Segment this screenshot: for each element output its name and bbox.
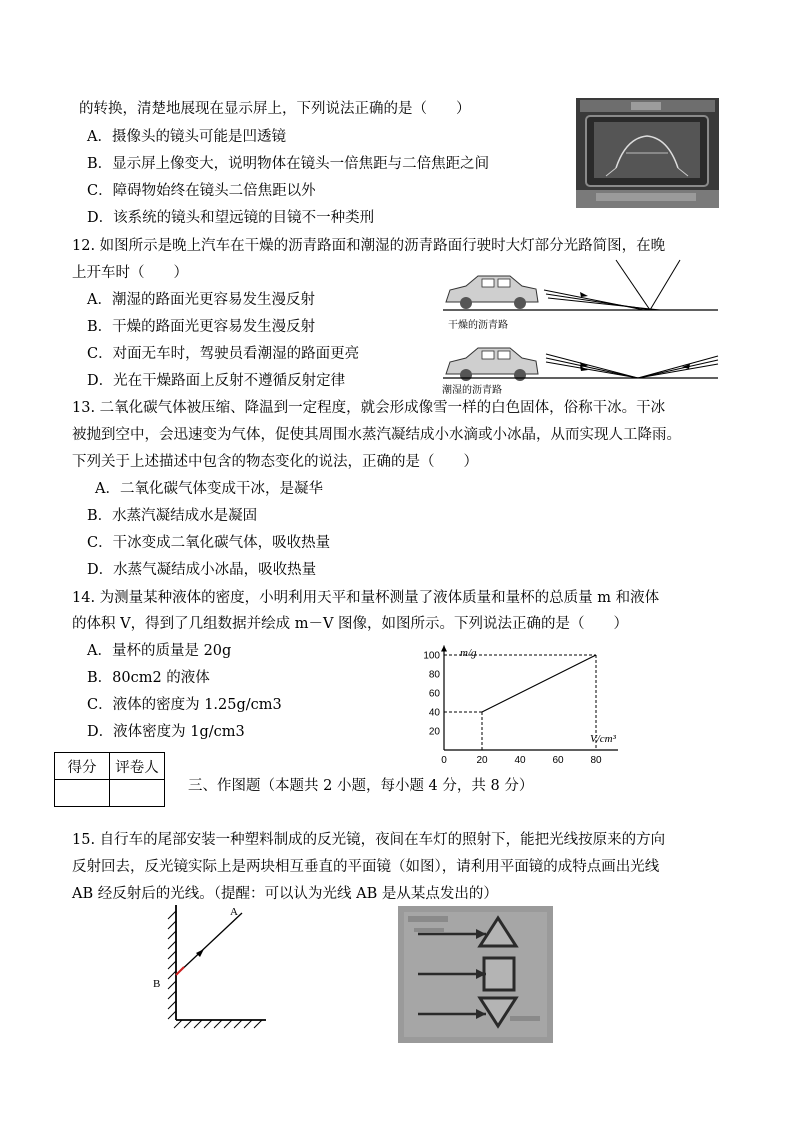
x-tick-label: 40 (514, 755, 526, 766)
q14-option-d: D．液体密度为 1g/cm3 (87, 724, 245, 740)
x-tick-label: 20 (476, 755, 488, 766)
section3-title: 三、作图题（本题共 2 小题，每小题 4 分，共 8 分） (188, 778, 534, 794)
score-table (54, 752, 165, 807)
q11-stem: 的转换，清楚地展现在显示屏上，下列说法正确的是（ ） (79, 101, 471, 117)
x-tick-label: 0 (441, 755, 447, 766)
y-tick-label: 80 (428, 669, 440, 681)
q15-mirror-diagram[interactable] (150, 903, 270, 1033)
q14-stem-line1: 14. 为测量某种液体的密度，小明利用天平和量杯测量了液体质量和量杯的总质量 m 和液体 (72, 590, 660, 606)
car-wet-icon (446, 348, 538, 381)
car-dry-icon (446, 276, 538, 309)
q13-option-c: C．干冰变成二氧化碳气体，吸收热量 (87, 535, 331, 551)
q15-reflector-photo (398, 906, 553, 1043)
y-tick-label: 20 (428, 726, 440, 738)
series-line (482, 655, 596, 712)
x-tick-label: 80 (590, 755, 602, 766)
grader-cell[interactable] (110, 780, 165, 807)
q12-option-d: D．光在干燥路面上反射不遵循反射定律 (87, 373, 346, 389)
q15-stem-line1: 15. 自行车的尾部安装一种塑料制成的反光镜，夜间在车灯的照射下，能把光线按原来的方向 (72, 832, 666, 848)
y-tick-label: 60 (428, 688, 440, 700)
q11-option-c: C．障碍物始终在镜头二倍焦距以外 (87, 183, 316, 199)
x-tick-label: 60 (552, 755, 564, 766)
q13-option-b: B．水蒸汽凝结成水是凝固 (87, 508, 258, 524)
q15-stem-line2: 反射回去，反光镜实际上是两块相互垂直的平面镜（如图），请利用平面镜的成特点画出光线 (72, 859, 660, 875)
q12-stem-line1: 12. 如图所示是晚上汽车在干燥的沥青路面和潮湿的沥青路面行驶时大灯部分光路简图，在晚 (72, 238, 666, 254)
chart-y-axis-label: m/g (460, 647, 477, 659)
grader-header: 评卷人 (110, 753, 165, 780)
q13-stem-line3: 下列关于上述描述中包含的物态变化的说法，正确的是（ ） (72, 454, 478, 470)
chart-x-axis-label: V/cm³ (590, 733, 616, 745)
q13-option-a: A．二氧化碳气体变成干冰，是凝华 (95, 481, 323, 497)
score-header: 得分 (55, 753, 110, 780)
q11-display-photo (576, 98, 719, 208)
label-b: B (153, 978, 161, 990)
q13-stem-line1: 13. 二氧化碳气体被压缩、降温到一定程度，就会形成像雪一样的白色固体，俗称干冰。干冰 (72, 400, 666, 416)
q13-option-d: D．水蒸气凝结成小冰晶，吸收热量 (87, 562, 317, 578)
label-a: A (230, 906, 238, 918)
q12-stem-line2: 上开车时（ ） (72, 265, 188, 281)
q14-option-b: B．80cm2 的液体 (87, 670, 210, 686)
q15-stem-line3: AB 经反射后的光线。（提醒：可以认为光线 AB 是从某点发出的） (72, 886, 498, 902)
q12-option-b: B．干燥的路面光更容易发生漫反射 (87, 319, 316, 335)
caption-dry-road: 干燥的沥青路 (448, 320, 508, 331)
q13-stem-line2: 被抛到空中，会迅速变为气体，促使其周围水蒸汽凝结成小水滴或小冰晶，从而实现人工降雨。 (72, 427, 681, 443)
q14-option-c: C．液体的密度为 1.25g/cm3 (87, 697, 282, 713)
q12-option-a: A．潮湿的路面光更容易发生漫反射 (87, 292, 315, 308)
ray-ab (176, 913, 242, 975)
score-cell[interactable] (55, 780, 110, 807)
q12-road-diagram (438, 256, 720, 396)
caption-wet-road: 潮湿的沥青路 (442, 385, 502, 396)
q11-option-b: B．显示屏上像变大，说明物体在镜头一倍焦距与二倍焦距之间 (87, 156, 490, 172)
q11-option-d: D．该系统的镜头和望远镜的目镜不一种类刑 (87, 210, 375, 226)
q14-option-a: A．量杯的质量是 20g (87, 643, 232, 659)
q14-stem-line2: 的体积 V，得到了几组数据并绘成 m－V 图像，如图所示。下列说法正确的是（ ） (72, 616, 629, 632)
q12-option-c: C．对面无车时，驾驶员看潮湿的路面更亮 (87, 346, 360, 362)
q11-option-a: A．摄像头的镜头可能是凹透镜 (87, 129, 286, 145)
y-tick-label: 100 (423, 650, 440, 662)
q14-mv-chart (418, 638, 618, 766)
y-tick-label: 40 (428, 707, 440, 719)
y-axis-arrow-icon (441, 646, 447, 652)
